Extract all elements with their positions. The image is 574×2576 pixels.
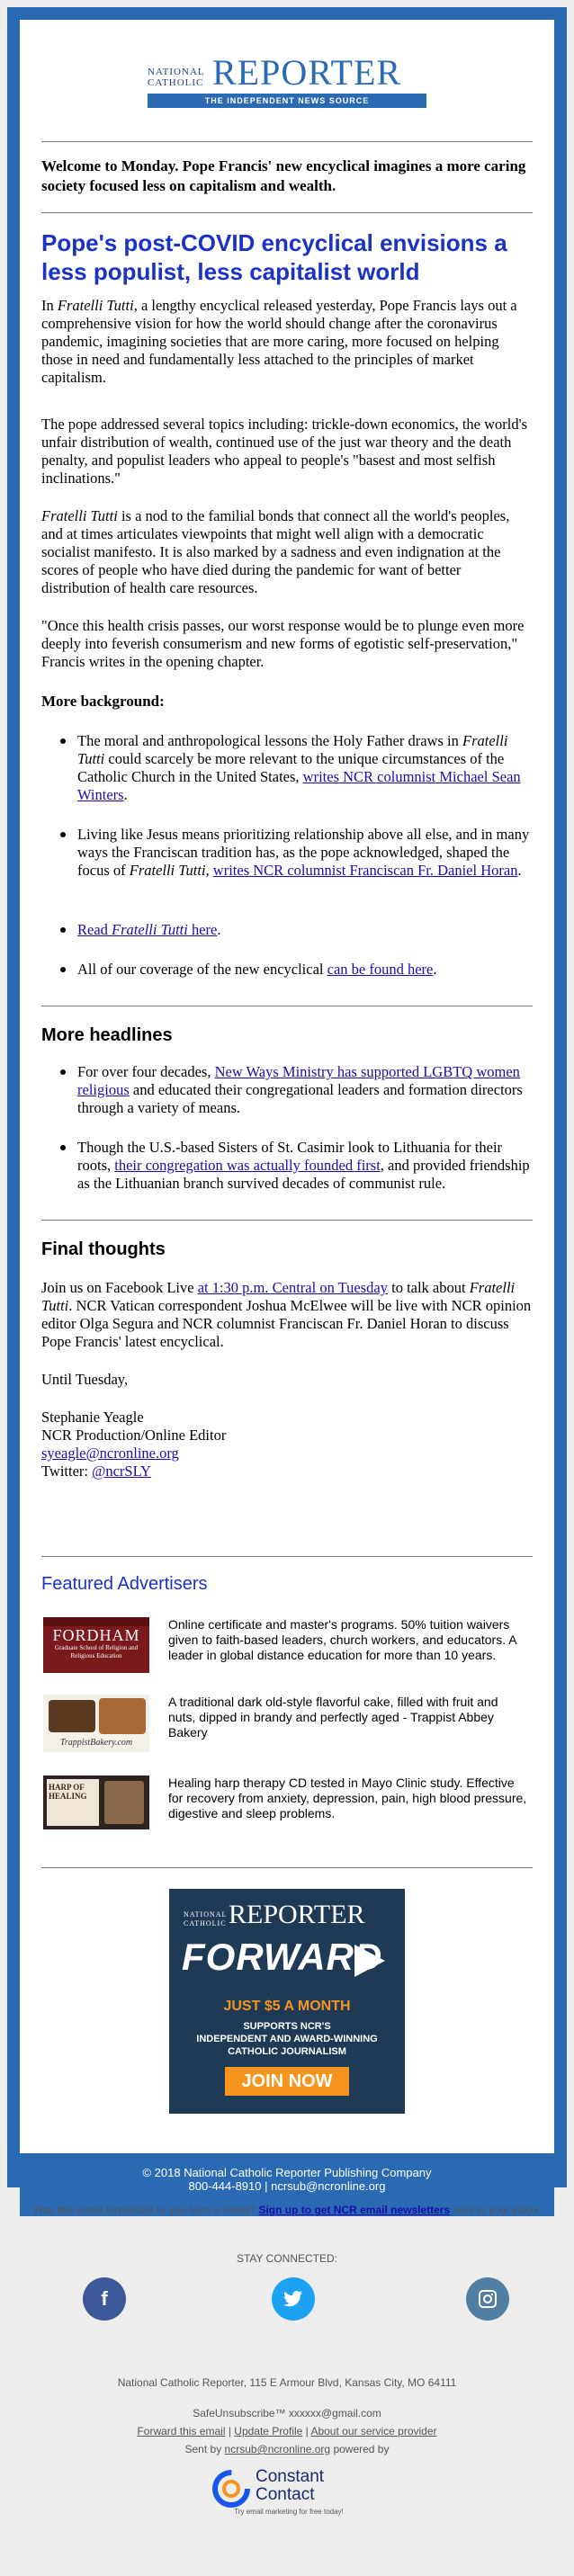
logo-word: REPORTER [212, 52, 402, 93]
email-body [20, 20, 554, 2193]
final-thoughts-text: Join us on Facebook Live at 1:30 p.m. Central on Tuesday to talk about Fratelli Tutti. NCR Vatican correspondent Joshua McElwee will be live with NCR opinion editor Olga Segura and NCR columnist Franciscan Fr. Daniel Horan to discuss Pope Francis' latest encyclical. [41, 1279, 532, 1350]
paragraph-3: Fratelli Tutti is a nod to the familial bonds that connect all the world's peoples, and at times articulates viewpoints that might well align with a democratic socialist manifesto. It is also marked by a sadness and even indignation at the scores of people who have died during the pandemic for want of better distribution of health care resources. [41, 507, 510, 596]
logo-line2: CATHOLIC [148, 77, 204, 88]
ncr-logo[interactable] [148, 54, 426, 113]
fordham-ad-text[interactable]: Online certificate and master's programs. 50% tuition waivers given to faith-based leaders, church workers, and educators. A leader in global distance education for more than 10 years. [168, 1617, 516, 1662]
paragraph-4: "Once this health crisis passes, our worst response would be to plunge even more deeply into feverish consumerism and new forms of egotistic self-preservation," Francis writes in the opening chapter. [41, 617, 525, 670]
paragraph-1: In Fratelli Tutti, a lengthy encyclical released yesterday, Pope Francis lays out a comprehensive vision for how the world should change after the coronavirus pandemic, imagining societies that are more caring, more focused on helping those in need and fundamentally less attached to the principles of market capitalism. [41, 297, 517, 386]
headline-item: Though the U.S.-based Sisters of St. Casimir look to Lithuania for their roots, their congregation was actually founded first, and provided friendship as the Lithuanian branch survived decades of communist rule. [77, 1139, 533, 1193]
logo-tagline: THE INDEPENDENT NEWS SOURCE [148, 94, 426, 108]
promo-sub3: CATHOLIC JOURNALISM [228, 2046, 346, 2057]
background-item: Read Fratelli Tutti here. [77, 921, 533, 939]
bakery-ad-image[interactable]: TrappistBakery.com [43, 1695, 149, 1752]
promo-price: JUST $5 A MONTH [223, 1999, 351, 2014]
instagram-icon[interactable] [466, 2277, 509, 2321]
twitter-icon[interactable] [272, 2277, 315, 2321]
divider [41, 141, 533, 142]
arrow-icon [354, 1945, 385, 1977]
coverage-link[interactable]: can be found here [327, 961, 434, 978]
contact-info: 800-444-8910 | ncrsub@ncronline.org [188, 2179, 386, 2193]
ncr-forward-banner[interactable] [169, 1889, 405, 2114]
promo-line2: CATHOLIC [184, 1919, 227, 1928]
intro-text: Welcome to Monday. Pope Francis' new encyclical imagines a more caring society focused less on capitalism and wealth. [41, 157, 526, 194]
harp-ad-text[interactable]: Healing harp therapy CD tested in Mayo Clinic study. Effective for recovery from anxiety, depression, pain, high blood pressure, digestive and sleep problems. [168, 1775, 527, 1820]
featured-advertisers-heading: Featured Advertisers [41, 1574, 208, 1594]
paragraph-2: The pope addressed several topics including: trickle-down economics, the world's unfair distribution of wealth, continued use of the just war theory and the death penalty, and populist leaders who appeal to people's "basest and most selfish inclinations." [41, 416, 527, 487]
background-item: The moral and anthropological lessons the Holy Father draws in Fratelli Tutti could scarcely be more relevant to the unique circumstances of the Catholic Church in the United States, writes NCR columnist Michael Sean Winters. [77, 732, 533, 804]
facebook-live-link[interactable]: at 1:30 p.m. Central on Tuesday [197, 1279, 388, 1296]
forward-notice: Was this email forwarded to you from a friend? Sign up to get NCR email newsletters sent to your inbox. [32, 2204, 542, 2216]
cc-tagline: Try email marketing for free today! [234, 2508, 344, 2516]
update-profile-link[interactable]: Update Profile [234, 2425, 303, 2437]
facebook-icon[interactable]: f [83, 2277, 126, 2321]
headline-item: For over four decades, New Ways Ministry has supported LGBTQ women religious and educated their congregational leaders and formation directors through a variety of means. [77, 1063, 533, 1117]
promo-forward: FORWARD [182, 1936, 383, 1978]
sign-off: Until Tuesday, [41, 1371, 129, 1388]
harp-ad-image[interactable]: HARP OF HEALING [43, 1775, 149, 1829]
service-provider-link[interactable]: About our service provider [310, 2425, 437, 2437]
signature-title: NCR Production/Online Editor [41, 1427, 227, 1444]
divider [41, 1556, 533, 1557]
more-headlines-heading: More headlines [41, 1025, 173, 1045]
signature-twitter[interactable]: @ncrSLY [92, 1462, 151, 1480]
promo-sub1: SUPPORTS NCR'S [243, 2021, 331, 2032]
safe-unsubscribe[interactable]: SafeUnsubscribe™ xxxxxx@gmail.com [193, 2407, 381, 2419]
horan-link[interactable]: writes NCR columnist Franciscan Fr. Daniel Horan [212, 862, 518, 879]
winters-link[interactable]: writes NCR columnist Michael Sean Winters [77, 768, 521, 803]
casimir-link[interactable]: their congregation was actually founded first [114, 1157, 381, 1174]
more-background-heading: More background: [41, 693, 165, 710]
logo-line1: NATIONAL [148, 67, 205, 77]
new-ways-link[interactable]: New Ways Ministry has supported LGBTQ women religious [77, 1063, 520, 1098]
divider [41, 1220, 533, 1221]
mailing-address: National Catholic Reporter, 115 E Armour Blvd, Kansas City, MO 64111 [117, 2376, 457, 2389]
copyright: © 2018 National Catholic Reporter Publishing Company [142, 2166, 432, 2179]
signup-link[interactable]: Sign up to get NCR email newsletters [258, 2204, 451, 2216]
background-item: Living like Jesus means prioritizing relationship above all else, and in many ways the Franciscan tradition has, as the pope acknowledged, shaped the focus of Fratelli Tutti, writes NCR columnist Franciscan Fr. Daniel Horan. [77, 826, 533, 880]
final-thoughts-heading: Final thoughts [41, 1239, 166, 1259]
cc-line2: Contact [256, 2485, 315, 2504]
promo-word: REPORTER [229, 1900, 365, 1929]
email-frame [7, 7, 567, 2193]
promo-sub2: INDEPENDENT AND AWARD-WINNING [196, 2034, 378, 2044]
forward-email-link[interactable]: Forward this email [137, 2425, 226, 2437]
sent-by: Sent by ncrsub@ncronline.org powered by [184, 2443, 390, 2455]
constant-contact-icon [212, 2470, 250, 2508]
bakery-ad-text[interactable]: A traditional dark old-style flavorful cake, filled with fruit and nuts, dipped in brandy and perfectly aged - Trappist Abbey Bakery [168, 1695, 498, 1740]
divider [41, 1867, 533, 1868]
footer-links: Forward this email | Update Profile | About our service provider [137, 2425, 437, 2437]
stay-connected: STAY CONNECTED: [236, 2252, 337, 2265]
join-now-button[interactable]: JOIN NOW [225, 2067, 349, 2096]
cc-line1: Constant [256, 2467, 325, 2486]
read-fratelli-link[interactable]: Read Fratelli Tutti here [77, 921, 218, 938]
signature: Stephanie Yeagle NCR Production/Online Editor syeagle@ncronline.org Twitter: @ncrSLY [41, 1409, 533, 1480]
fordham-ad-image[interactable]: FORDHAM Graduate School of Religion and Religious Education [43, 1617, 149, 1673]
promo-line1: NATIONAL [184, 1910, 228, 1919]
constant-contact-logo[interactable] [212, 2466, 365, 2518]
background-item: All of our coverage of the new encyclical can be found here. [77, 961, 533, 979]
headline[interactable]: Pope's post-COVID encyclical envisions a less populist, less capitalist world [41, 229, 507, 285]
sent-by-email[interactable]: ncrsub@ncronline.org [224, 2443, 331, 2455]
divider [41, 212, 533, 213]
signature-name: Stephanie Yeagle [41, 1409, 144, 1426]
signature-email[interactable]: syeagle@ncronline.org [41, 1445, 179, 1462]
